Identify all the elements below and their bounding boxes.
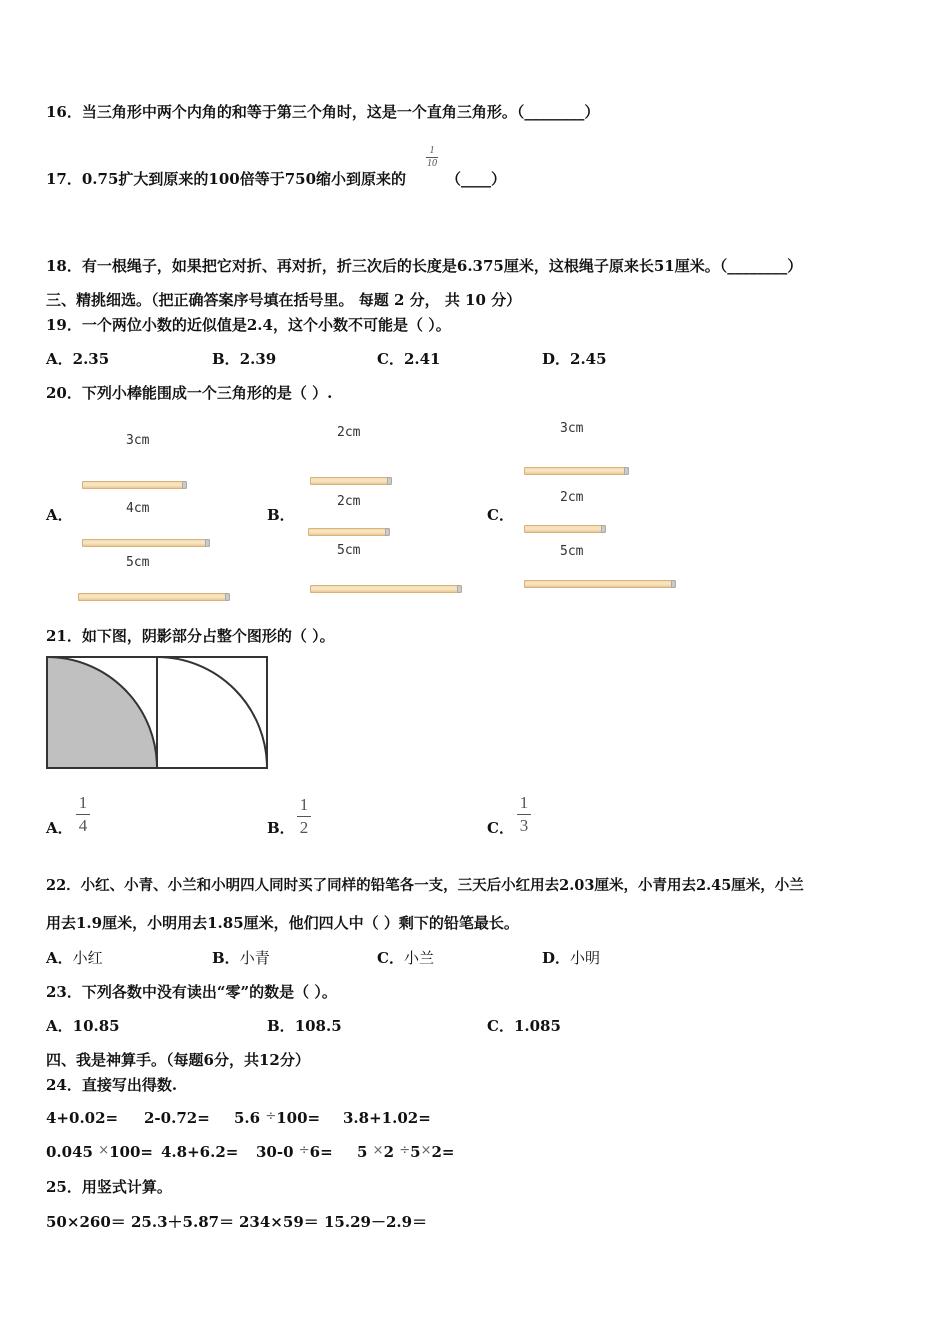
q19-option-c[interactable]: C．2.41 — [377, 350, 441, 368]
stick — [82, 481, 187, 489]
stick-length-label: 3cm — [126, 433, 150, 448]
fraction-denominator: 10 — [427, 158, 437, 169]
fraction-one-quarter: 1 4 — [76, 794, 90, 835]
stick — [310, 477, 392, 485]
stick — [78, 593, 230, 601]
stick-length-label: 2cm — [337, 425, 361, 440]
q22-option-a[interactable]: A．小红 — [46, 949, 103, 967]
calc-item: 2-0.72= — [144, 1109, 210, 1127]
question-23: 23．下列各数中没有读出“零”的数是（ ）。 — [46, 983, 337, 1001]
q23-option-a[interactable]: A．10.85 — [46, 1017, 120, 1035]
stick — [310, 585, 462, 593]
stick — [308, 528, 390, 536]
q22-option-c[interactable]: C．小兰 — [377, 949, 434, 967]
shaded-figure — [46, 656, 270, 772]
calc-item: 0.045 ×100= — [46, 1143, 153, 1161]
q22-option-d[interactable]: D．小明 — [542, 949, 601, 967]
question-19: 19．一个两位小数的近似值是2.4，这个小数不可能是（ ）。 — [46, 316, 451, 334]
stick-length-label: 2cm — [560, 490, 584, 505]
q23-option-c[interactable]: C．1.085 — [487, 1017, 561, 1035]
q21-option-a[interactable]: A． — [46, 819, 73, 837]
calc-item: 4+0.02= — [46, 1109, 119, 1127]
stick — [524, 467, 629, 475]
stick-length-label: 5cm — [560, 544, 584, 559]
q23-option-b[interactable]: B．108.5 — [267, 1017, 342, 1035]
q20-option-a-label[interactable]: A． — [46, 506, 73, 524]
vertical-calc-item: 50×260＝ — [46, 1213, 126, 1231]
question-16: 16．当三角形中两个内角的和等于第三个角时，这是一个直角三角形。（________） — [46, 103, 600, 121]
stick — [524, 525, 606, 533]
stick-length-label: 5cm — [337, 543, 361, 558]
calc-item: 5.6 ÷100= — [234, 1109, 321, 1127]
fraction-one-tenth — [426, 146, 438, 169]
q22-option-b[interactable]: B．小青 — [212, 949, 270, 967]
stick-length-label: 2cm — [337, 494, 361, 509]
q21-option-c[interactable]: C． — [487, 819, 514, 837]
stick — [82, 539, 210, 547]
question-25: 25．用竖式计算。 — [46, 1178, 172, 1196]
vertical-calc-item: 15.29－2.9＝ — [324, 1213, 428, 1231]
question-22-line-1: 22．小红、小青、小兰和小明四人同时买了同样的铅笔各一支，三天后小红用去2.03厘米，小青用去2.45厘米，小兰 — [46, 877, 804, 894]
vertical-calc-item: 234×59＝ — [239, 1213, 319, 1231]
question-20: 20．下列小棒能围成一个三角形的是（ ）. — [46, 384, 333, 402]
calc-item: 5 ×2 ÷5×2= — [357, 1143, 455, 1161]
calc-item: 4.8+6.2= — [161, 1143, 239, 1161]
question-17-text: 17．0.75扩大到原来的100倍等于750缩小到原来的 — [46, 170, 407, 188]
question-17 — [46, 169, 406, 189]
question-22-line-2: 用去1.9厘米，小明用去1.85厘米，他们四人中（ ）剩下的铅笔最长。 — [46, 914, 519, 932]
q21-option-b[interactable]: B． — [267, 819, 295, 837]
fraction-one-half: 1 2 — [297, 796, 311, 837]
q19-option-b[interactable]: B．2.39 — [212, 350, 277, 368]
right-square — [157, 657, 267, 768]
calc-item: 30-0 ÷6= — [256, 1143, 333, 1161]
stick-length-label: 3cm — [560, 421, 584, 436]
q20-option-b-label[interactable]: B． — [267, 506, 295, 524]
question-21: 21．如下图，阴影部分占整个图形的（ ）。 — [46, 627, 335, 645]
vertical-calc-item: 25.3＋5.87＝ — [131, 1213, 235, 1231]
q20-option-c-label[interactable]: C． — [487, 506, 514, 524]
stick — [524, 580, 676, 588]
calc-item: 3.8+1.02= — [343, 1109, 431, 1127]
section-4-heading: 四、我是神算手。（每题6分，共12分） — [46, 1051, 310, 1069]
q19-option-a[interactable]: A．2.35 — [46, 350, 110, 368]
section-3-heading: 三、精挑细选。（把正确答案序号填在括号里。 每题 2 分， 共 10 分） — [46, 291, 522, 309]
stick-length-label: 4cm — [126, 501, 150, 516]
fraction-numerator: 1 — [429, 145, 435, 156]
stick-length-label: 5cm — [126, 555, 150, 570]
question-18: 18．有一根绳子，如果把它对折、再对折，折三次后的长度是6.375厘米，这根绳子原来长51厘米。（________） — [46, 257, 803, 275]
fraction-one-third: 1 3 — [517, 794, 531, 835]
question-17-blank[interactable]: （____） — [446, 170, 507, 188]
question-24: 24．直接写出得数. — [46, 1076, 178, 1094]
q19-option-d[interactable]: D．2.45 — [542, 350, 607, 368]
